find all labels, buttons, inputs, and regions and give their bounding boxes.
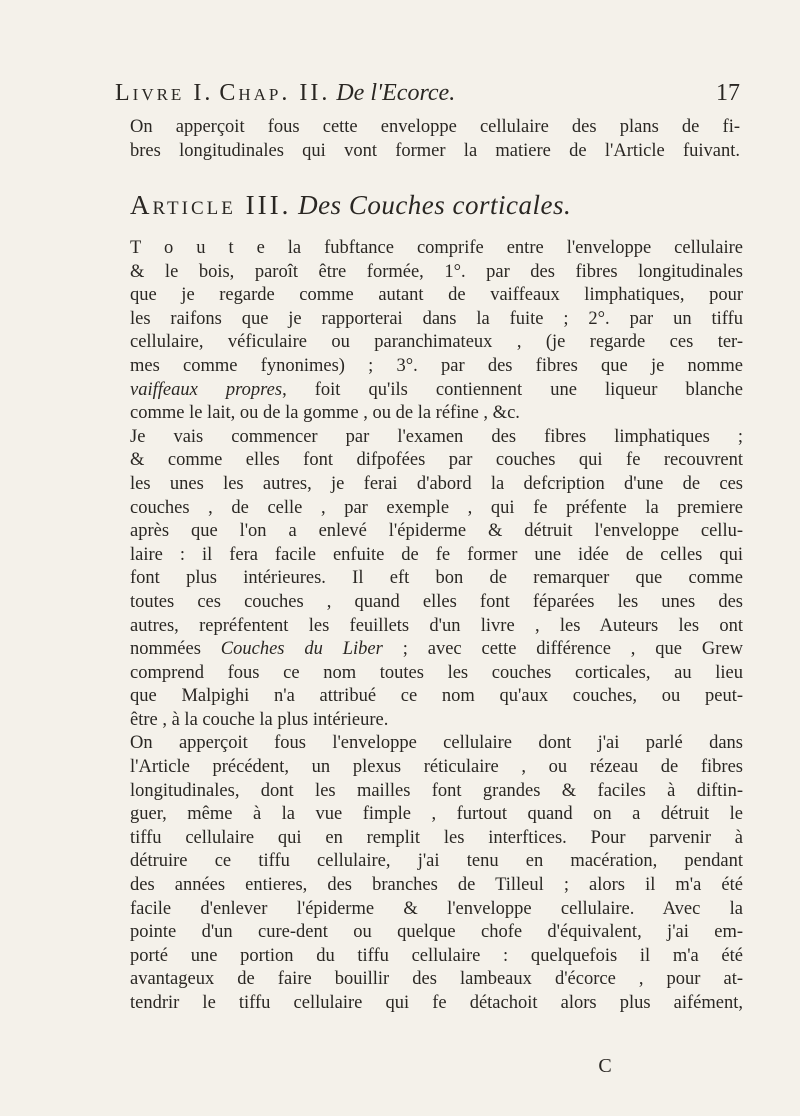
book-label: Livre I. [115, 80, 214, 106]
text-run: couches , de celle , par exemple , qui fe préfente la premiere [130, 497, 743, 518]
text-run: ; avec cette différence , que Grew [382, 639, 743, 660]
chapter-label: Chap. II. [219, 80, 331, 106]
text-run: & comme elles font difpofées par couches qui fe recouvrent [130, 450, 743, 471]
text-line [130, 638, 743, 662]
text-line [130, 898, 743, 922]
text-run: comprend fous ce nom toutes les couches corticales, au lieu [130, 662, 743, 683]
text-line [130, 803, 743, 827]
text-run: nommées [130, 639, 221, 660]
text-run: après que l'on a enlevé l'épiderme & détruit l'enveloppe cellu- [130, 521, 743, 542]
text-run: pointe d'un cure-dent ou quelque chofe d'équivalent, j'ai em- [130, 922, 743, 943]
text-line [130, 662, 743, 686]
text-run: que Malpighi n'a attribué ce nom qu'aux couches, ou peut- [130, 686, 743, 707]
text-line [130, 379, 743, 403]
text-run: l'Article précédent, un plexus réticulaire , ou rézeau de fibres [130, 757, 743, 778]
text-run: cellulaire, véficulaire ou paranchimateux , (je regarde ces ter- [130, 332, 743, 353]
text-run: avantageux de faire bouillir des lambeaux d'écorce , pour at- [130, 969, 743, 990]
text-run: détruire ce tiffu cellulaire, j'ai tenu en macération, pendant [130, 851, 743, 872]
text-run: T o u t e la fubftance comprife entre l'enveloppe cellulaire [130, 238, 743, 258]
text-line [130, 780, 743, 804]
running-head [115, 78, 740, 108]
text-line [130, 591, 743, 615]
text-line [130, 497, 743, 521]
text-line [130, 520, 743, 544]
text-line [130, 473, 743, 497]
text-line [130, 284, 743, 308]
signature-mark: C [598, 1055, 612, 1077]
text-run: toutes ces couches , quand elles font féparées les unes des [130, 591, 743, 612]
italic-run: vaiffeaux propres [130, 379, 283, 400]
text-line [130, 732, 743, 756]
chapter-title: De l'Ecorce. [336, 80, 456, 106]
text-run: que je regarde comme autant de vaiffeaux limphatiques, pour [130, 285, 743, 306]
text-line [130, 685, 743, 709]
text-run: guer, même à la vue fimple , furtout quand on a détruit le [130, 804, 743, 825]
text-line [130, 308, 743, 332]
text-run: porté une portion du tiffu cellulaire : quelquefois il m'a été [130, 945, 743, 966]
text-run: laire : il fera facile enfuite de fe former une idée de celles qui [130, 544, 743, 565]
text-run: & le bois, paroît être formée, 1°. par des fibres longitudinales [130, 261, 743, 282]
lead-line: bres longitudinales qui vont former la matiere de l'Article fuivant. [130, 141, 740, 161]
text-run: facile d'enlever l'épiderme & l'enveloppe cellulaire. Avec la [130, 898, 743, 919]
italic-run: Couches du Liber [220, 639, 383, 660]
text-line [130, 827, 743, 851]
text-line [130, 756, 743, 780]
article-title: Des Couches corticales. [298, 190, 572, 220]
text-run: , foit qu'ils contiennent une liqueur blanche [282, 379, 743, 400]
text-run: comme le lait, ou de la gomme , ou de la réfine , &c. [130, 403, 520, 424]
text-run: tendrir le tiffu cellulaire qui fe détachoit alors plus aifément, [130, 993, 743, 1013]
text-line [130, 544, 743, 568]
article-heading [130, 185, 740, 225]
text-line [130, 237, 743, 261]
text-line [130, 402, 743, 426]
body-text [130, 237, 743, 1016]
article-label: Article III. [130, 190, 292, 220]
text-line [130, 426, 743, 450]
text-run: On apperçoit fous l'enveloppe cellulaire dont j'ai parlé dans [130, 733, 743, 754]
text-line [130, 331, 743, 355]
text-line [130, 567, 743, 591]
text-run: des années entieres, des branches de Tilleul ; alors il m'a été [130, 875, 743, 896]
text-run: les raifons que je rapporterai dans la fuite ; 2°. par un tiffu [130, 308, 743, 329]
text-run: Je vais commencer par l'examen des fibres limphatiques ; [130, 426, 743, 447]
text-line [130, 945, 743, 969]
text-line [130, 992, 743, 1016]
text-line [130, 449, 743, 473]
lead-paragraph [130, 115, 740, 163]
text-line [130, 921, 743, 945]
text-line [130, 968, 743, 992]
text-line [130, 850, 743, 874]
text-line [130, 615, 743, 639]
text-run: longitudinales, dont les mailles font grandes & faciles à diftin- [130, 780, 743, 801]
text-line [130, 261, 743, 285]
page-number: 17 [716, 80, 740, 106]
text-run: autres, repréfentent les feuillets d'un livre , les Auteurs les ont [130, 615, 743, 636]
text-run: tiffu cellulaire qui en remplit les interftices. Pour parvenir à [130, 827, 743, 848]
lead-line: On apperçoit fous cette enveloppe cellulaire des plans de fi- [130, 117, 740, 137]
text-line [130, 874, 743, 898]
text-line [130, 709, 743, 733]
text-line [130, 355, 743, 379]
text-run: mes comme fynonimes) ; 3°. par des fibres que je nomme [130, 355, 743, 376]
text-run: font plus intérieures. Il eft bon de remarquer que comme [130, 568, 743, 589]
text-run: les unes les autres, je ferai d'abord la defcription d'une de ces [130, 473, 743, 494]
margin-stain [752, 778, 766, 808]
text-run: être , à la couche la plus intérieure. [130, 709, 389, 730]
